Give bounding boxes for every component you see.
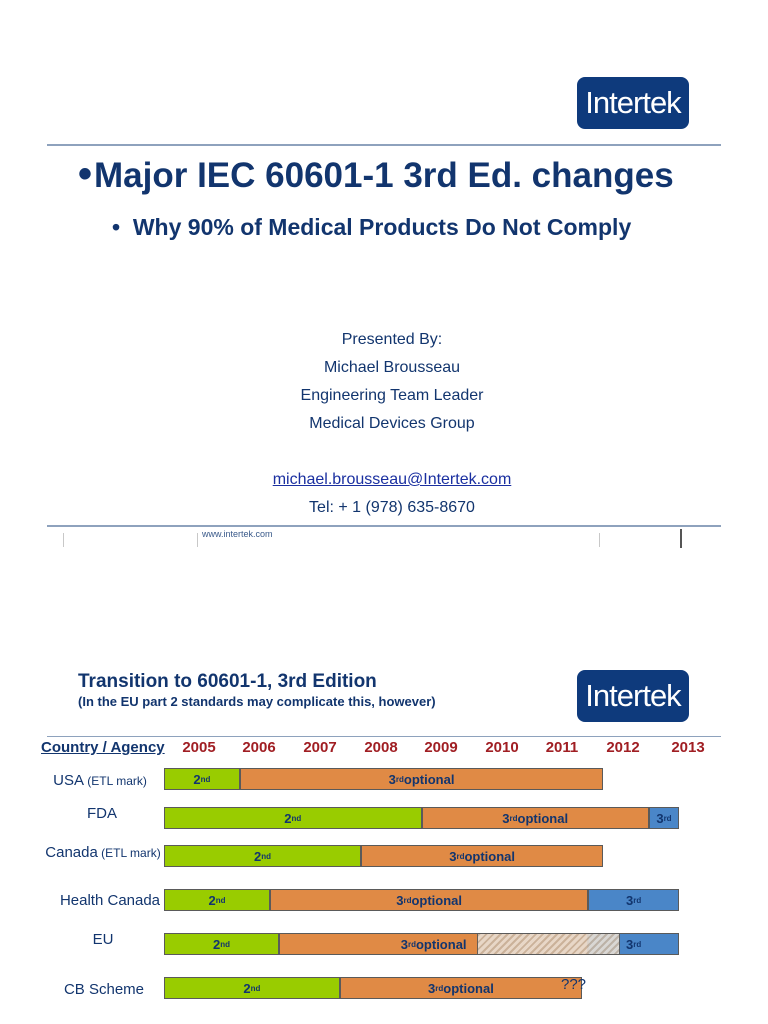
header-rule: [47, 144, 721, 146]
year-label-2010: 2010: [485, 739, 519, 756]
footer-divider: [63, 533, 64, 547]
row-label-eu: EU: [92, 931, 114, 948]
presenter-group: Medical Devices Group: [309, 415, 475, 432]
presenter-role: Engineering Team Leader: [300, 387, 484, 404]
phase-bar-2nd: 2 nd: [164, 933, 279, 955]
slide-title-text: Major IEC 60601-1 3rd Ed. changes: [94, 156, 674, 195]
presented-by: Presented By:: [341, 331, 443, 348]
year-label-2011: 2011: [545, 739, 579, 756]
year-label-2007: 2007: [303, 739, 337, 756]
transition-title: Transition to 60601-1, 3rd Edition: [78, 671, 377, 692]
slide-subtitle: [112, 214, 631, 241]
footer-divider: [599, 533, 600, 547]
bullet-icon: •: [78, 152, 93, 196]
row-label-canada: Canada (ETL mark): [45, 844, 161, 861]
year-label-2013: 2013: [671, 739, 705, 756]
footer-rule: [47, 525, 721, 527]
footer-divider: [680, 529, 682, 548]
row-label-health-canada: Health Canada: [59, 892, 161, 909]
eu-part2-hatched-period: [477, 933, 620, 955]
row-label-usa: USA (ETL mark): [53, 772, 147, 789]
phase-bar-3rd: 3 rd: [588, 933, 679, 955]
phase-bar-2nd: 2 nd: [164, 807, 422, 829]
phase-bar-3rd: 3 rd: [649, 807, 679, 829]
phase-bar-2nd: 2 nd: [164, 768, 240, 790]
intertek-logo: Intertek: [577, 670, 689, 722]
phase-bar-3rd-optional: 3 rd optional: [240, 768, 604, 790]
phase-bar-3rd-optional: 3 rd optional: [361, 845, 603, 867]
row-label-cb-scheme: CB Scheme: [63, 981, 145, 998]
presenter-email-row: [192, 471, 592, 489]
slide-subtitle-text: Why 90% of Medical Products Do Not Comply: [132, 214, 632, 240]
presenter-tel: Tel: + 1 (978) 635-8670: [309, 499, 475, 516]
country-agency-header: Country / Agency: [41, 739, 165, 756]
presenter-name: Michael Brousseau: [323, 359, 461, 376]
slide-title: [78, 152, 674, 197]
phase-bar-2nd: 2 nd: [164, 977, 340, 999]
row-label-fda: FDA: [87, 805, 117, 822]
footer-url[interactable]: www.intertek.com: [202, 529, 273, 539]
presenter-email-link[interactable]: michael.brousseau@Intertek.com: [272, 471, 512, 488]
phase-bar-2nd: 2 nd: [164, 889, 270, 911]
phase-bar-2nd: 2 nd: [164, 845, 361, 867]
phase-bar-3rd: 3 rd: [588, 889, 679, 911]
year-label-2008: 2008: [364, 739, 398, 756]
intertek-logo: Intertek: [577, 77, 689, 129]
phase-bar-3rd-optional: 3 rd optional: [279, 933, 588, 955]
timeline-rule: [47, 736, 721, 737]
year-label-2012: 2012: [606, 739, 640, 756]
bullet-icon: •: [112, 214, 133, 240]
phase-bar-3rd-optional: 3 rd optional: [422, 807, 649, 829]
unknown-marker: ???: [561, 976, 587, 993]
year-label-2006: 2006: [242, 739, 276, 756]
phase-bar-3rd-optional: 3 rd optional: [270, 889, 588, 911]
phase-bar-3rd-optional: 3 rd optional: [340, 977, 582, 999]
transition-subtitle: (In the EU part 2 standards may complicate this, however): [78, 694, 436, 709]
year-label-2005: 2005: [182, 739, 216, 756]
year-label-2009: 2009: [424, 739, 458, 756]
footer-divider: [197, 533, 198, 547]
